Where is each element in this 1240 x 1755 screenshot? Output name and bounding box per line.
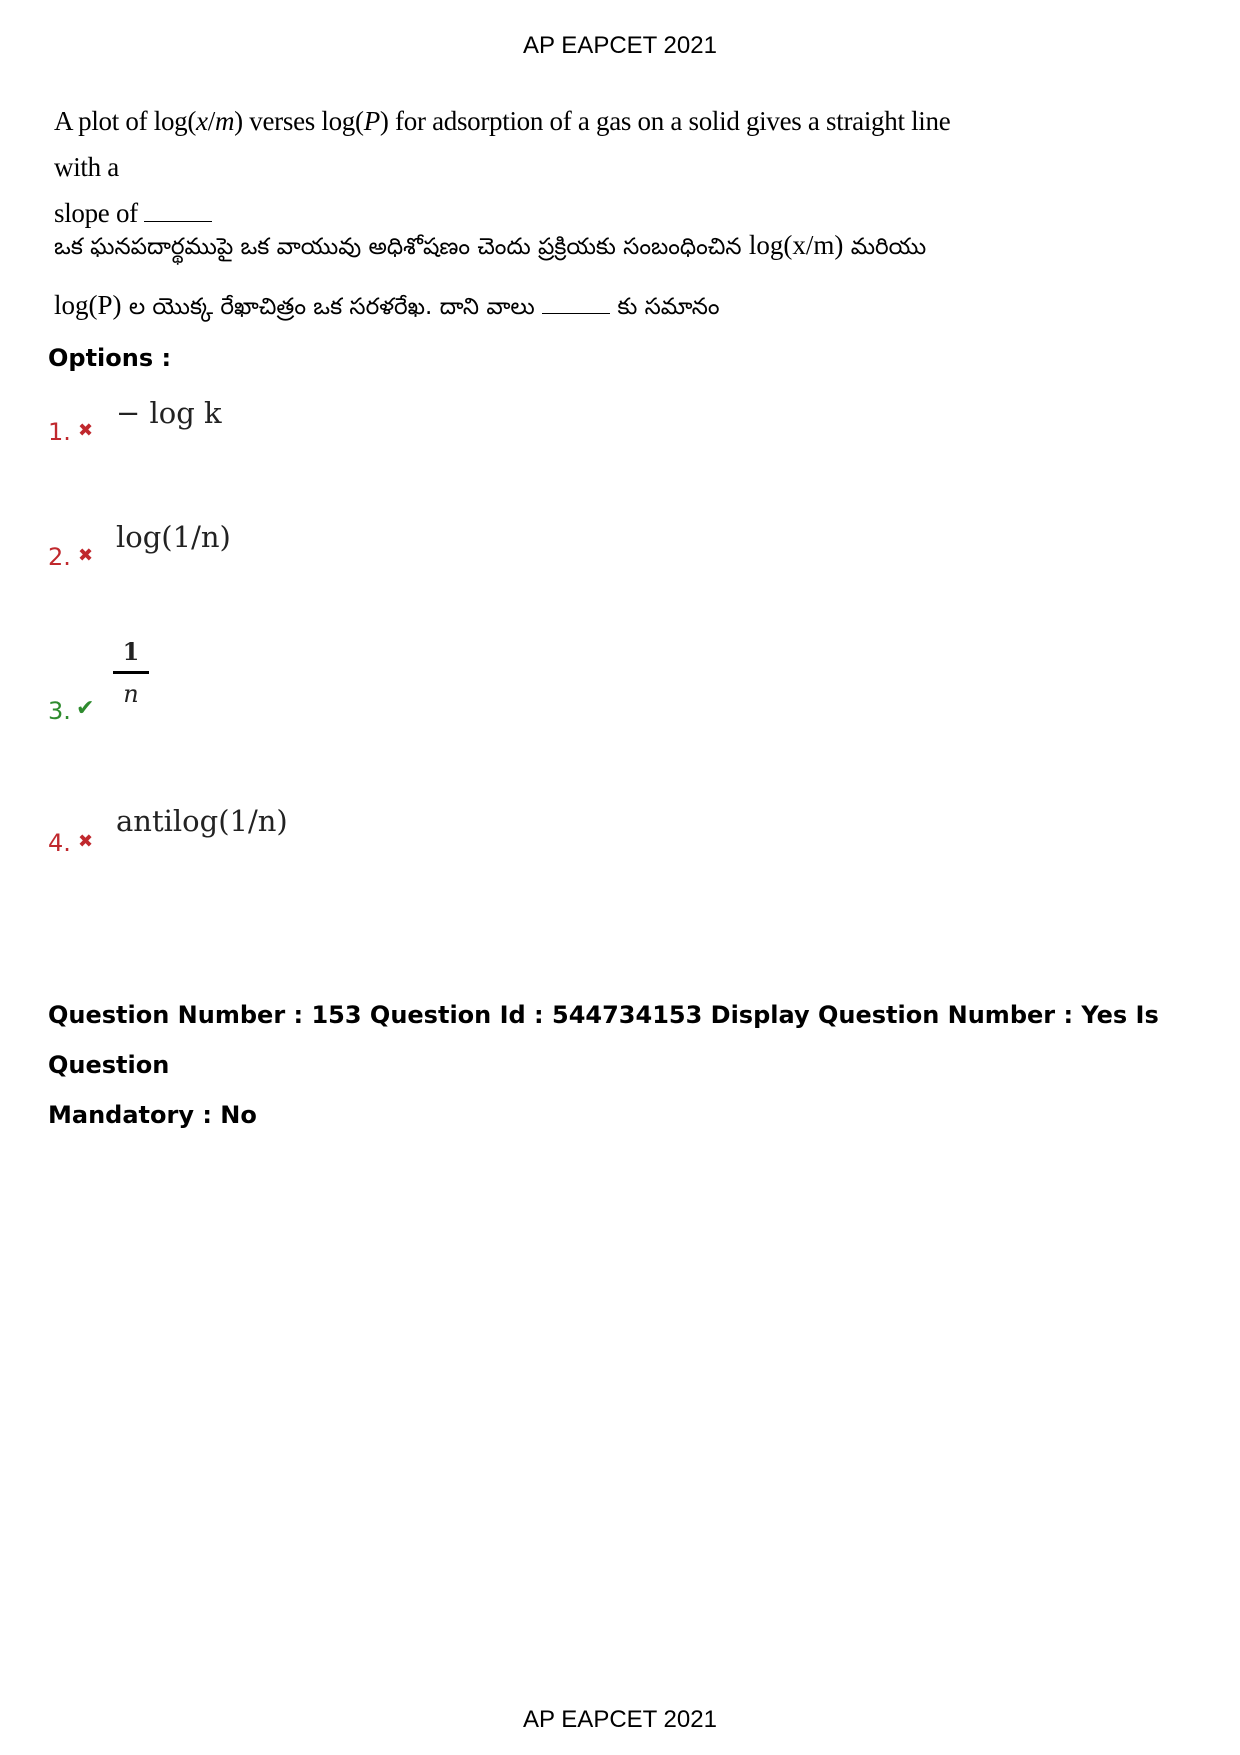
question-english-p: P — [363, 106, 380, 136]
option-3-number: 3. — [48, 697, 71, 725]
page-footer: AP EAPCET 2021 — [523, 1706, 717, 1733]
option-3-denominator: n — [123, 679, 139, 708]
telugu-line1-text: ఒక ఘనపదార్థముపై ఒక వాయువు అధిశోషణం చెందు ప్రక్రియకు సంబంధించిన — [54, 234, 742, 260]
question-text-telugu — [54, 216, 954, 336]
question-english-part4: slope of — [54, 198, 138, 228]
option-1-text: − log k — [116, 396, 222, 430]
question-english-slash: / — [207, 106, 215, 136]
metadata-line-2: Mandatory : No — [48, 1101, 257, 1129]
option-1-number: 1. — [48, 418, 71, 446]
question-english-part1: A plot of log( — [54, 106, 197, 136]
fraction-bar — [113, 671, 149, 674]
cross-icon: ✖ — [78, 420, 94, 441]
telugu-line1-end: మరియు — [850, 234, 927, 260]
question-english-part3: ) for adsorption of a gas on a solid gives a straight line with a — [54, 106, 951, 182]
cross-icon: ✖ — [78, 831, 94, 852]
option-4-number: 4. — [48, 829, 71, 857]
option-2-text: log(1/n) — [116, 520, 231, 554]
page-header: AP EAPCET 2021 — [523, 32, 717, 59]
telugu-line2-math: log(P) — [54, 290, 122, 320]
cross-icon: ✖ — [78, 545, 94, 566]
question-english-part2: ) verses log( — [234, 106, 364, 136]
question-metadata — [48, 990, 1198, 1140]
telugu-line2-end: కు సమానం — [617, 294, 720, 320]
checkmark-icon: ✔ — [76, 696, 95, 721]
option-3-numerator: 1 — [122, 637, 140, 666]
option-2-number: 2. — [48, 543, 71, 571]
question-english-m: m — [214, 106, 235, 136]
telugu-line2-text: ల యొక్క రేఖాచిత్రం ఒక సరళరేఖ. దాని వాలు — [128, 294, 535, 320]
options-label: Options : — [48, 344, 172, 372]
option-3-fraction — [113, 636, 149, 708]
telugu-answer-blank — [542, 293, 610, 314]
question-english-x: x — [196, 106, 208, 136]
option-4-text: antilog(1/n) — [116, 804, 288, 838]
telugu-line1-math: log(x/m) — [748, 230, 844, 260]
metadata-line-1: Question Number : 153 Question Id : 544734153 Display Question Number : Yes Is Question — [48, 1001, 1159, 1079]
